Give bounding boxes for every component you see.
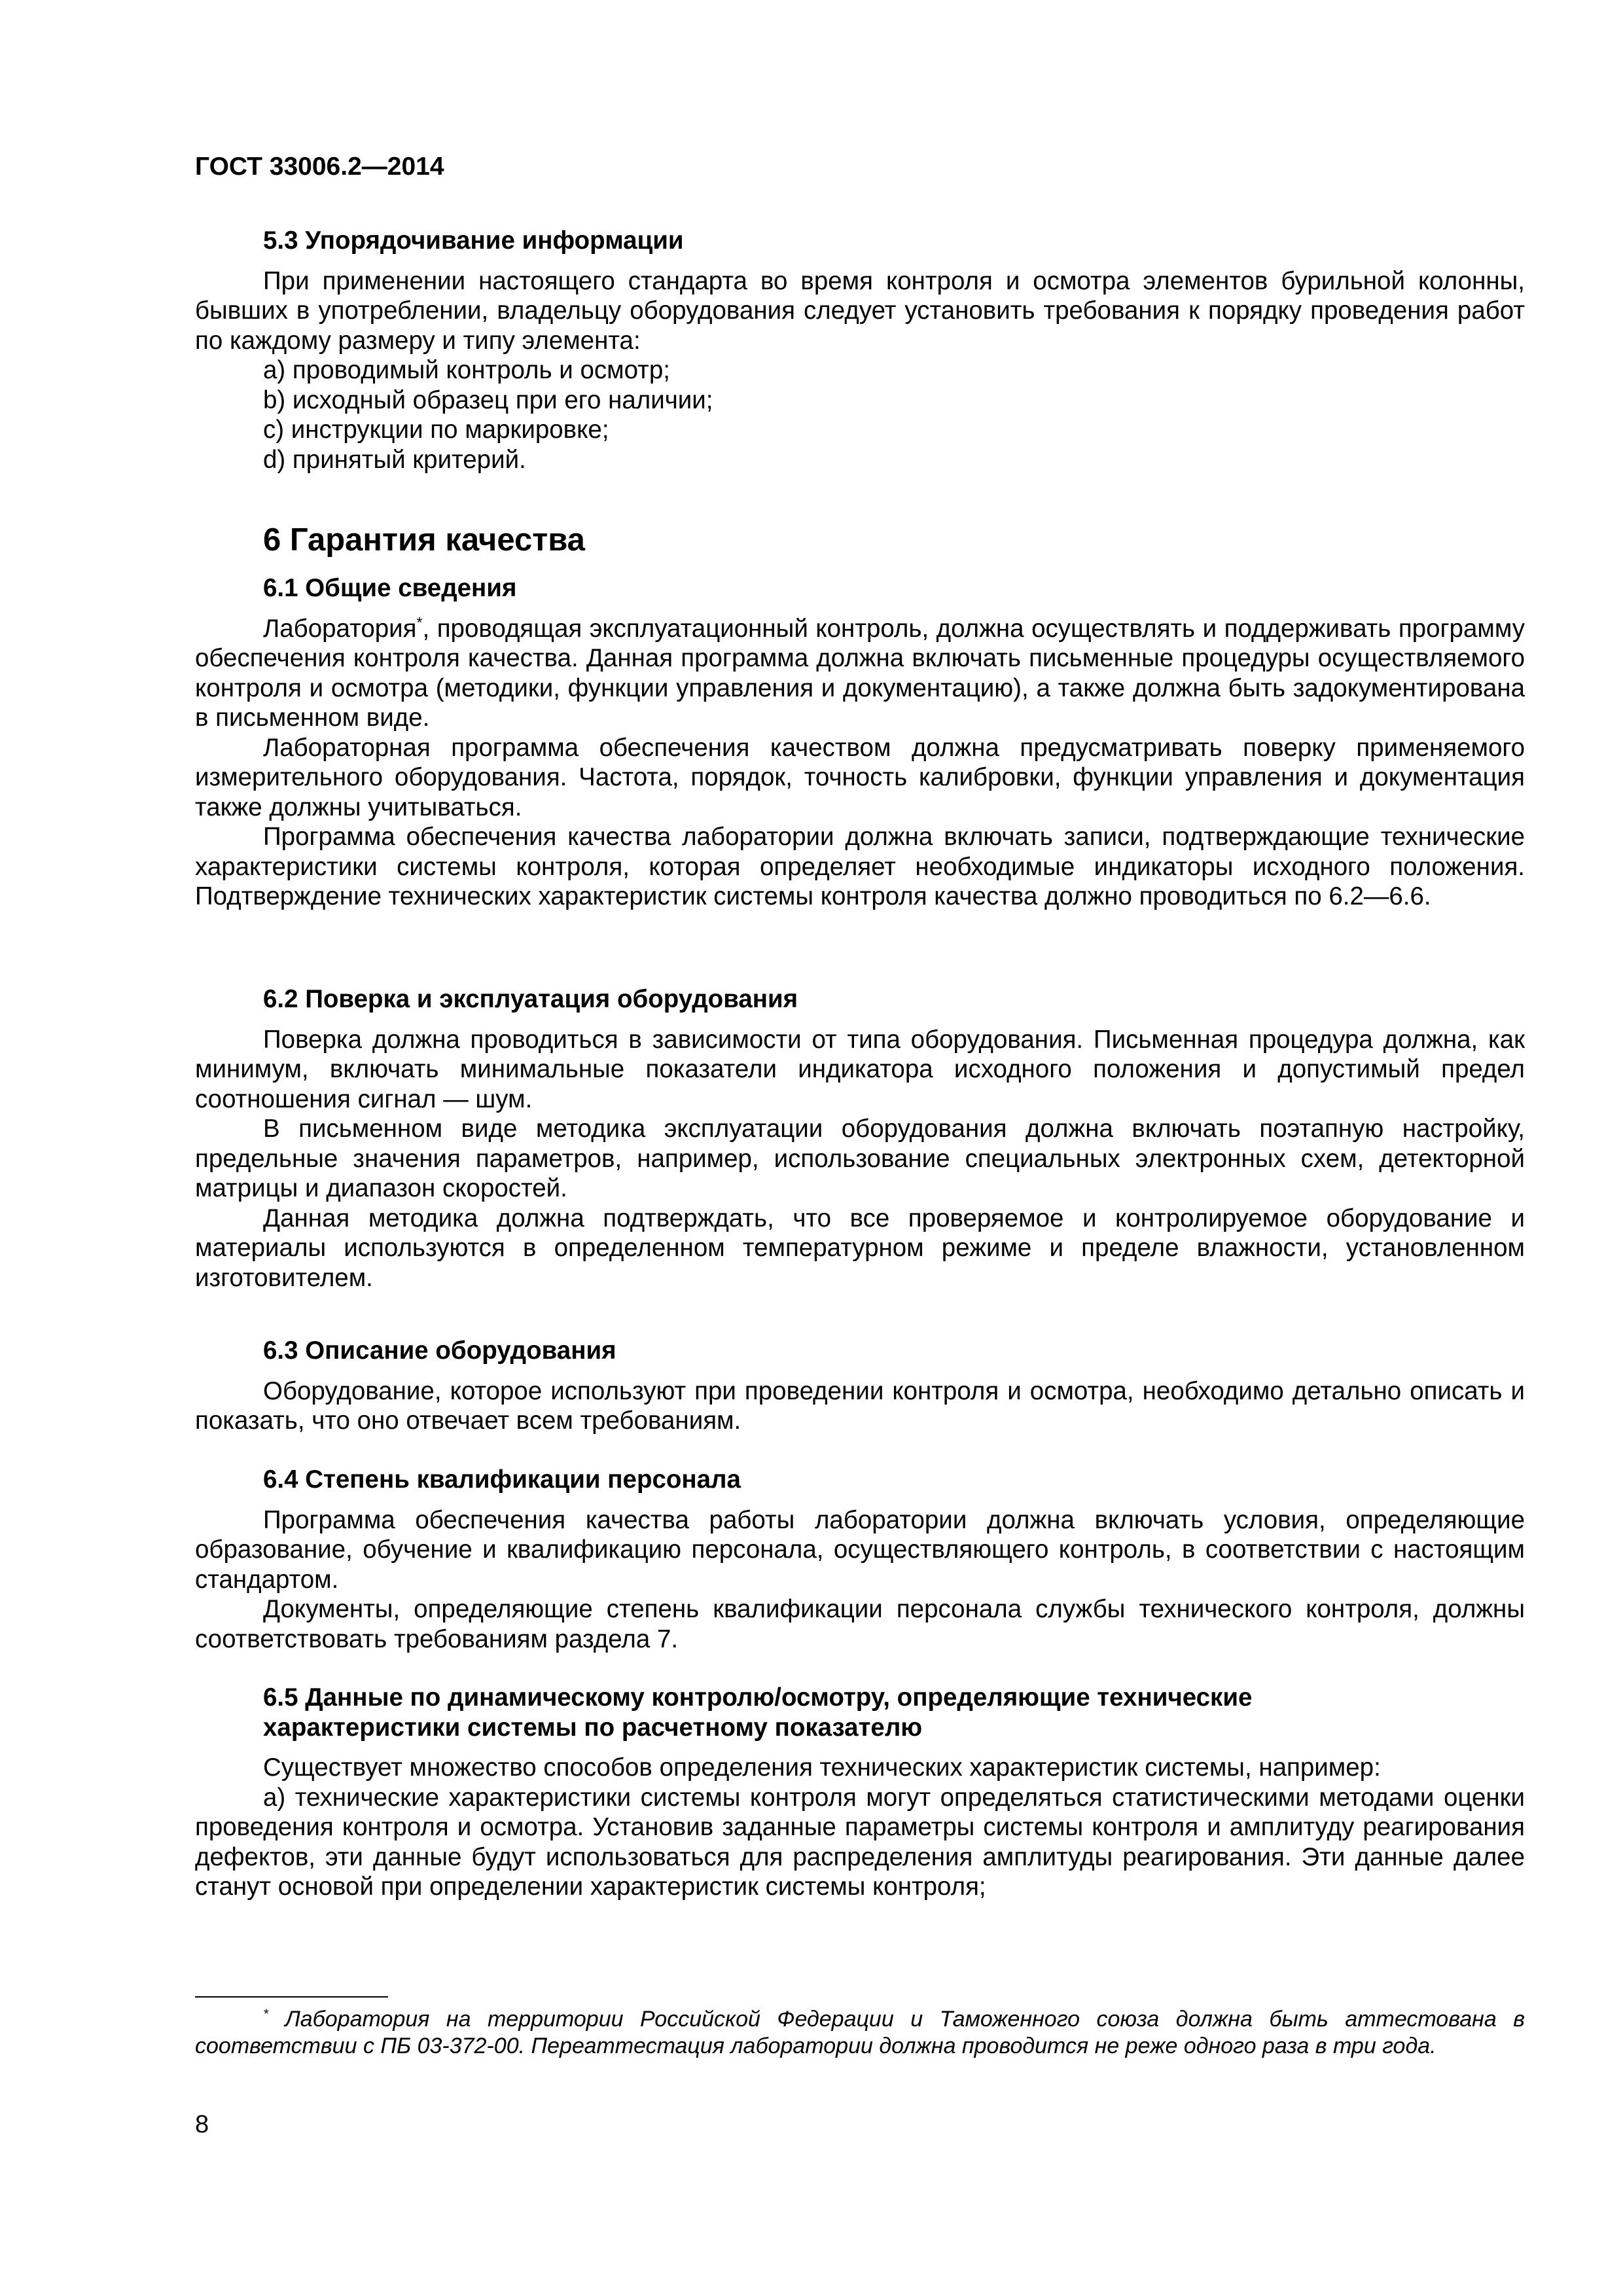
chapter-6 xyxy=(195,522,1525,558)
footnote-mark: * xyxy=(263,2007,268,2022)
paragraph: Поверка должна проводиться в зависимости от типа оборудования. Письменная процедура должна, как минимум, включать минимальные показатели индикатора исходного положения и допустимый предел соотношения сигнал — шум. xyxy=(195,1025,1525,1113)
document-code: ГОСТ 33006.2—2014 xyxy=(195,152,444,181)
section-heading-line-2: характеристики системы по расчетному показателю xyxy=(263,1713,923,1742)
page-number: 8 xyxy=(195,2111,209,2138)
paragraph: При применении настоящего стандарта во время контроля и осмотра элементов бурильной колонны, бывших в употреблении, владельцу оборудования следует установить требования к порядку проведения работ по каждому размеру и типу элемента: xyxy=(195,266,1525,355)
section-6-4 xyxy=(195,1465,1525,1654)
list-item: c) инструкции по маркировке; xyxy=(263,416,609,444)
section-heading: 6.3 Описание оборудования xyxy=(263,1336,616,1365)
paragraph: Данная методика должна подтверждать, что все проверяемое и контролируемое оборудование и материалы используются в определенном температурном режиме и пределе влажности, установленном изготовителем. xyxy=(195,1204,1525,1292)
paragraph: Существует множество способов определения технических характеристик системы, например: xyxy=(263,1753,1381,1782)
section-heading: 6.1 Общие сведения xyxy=(263,574,517,602)
footnote-text: Лаборатория на территории Российской Федерации и Таможенного союза должна быть аттестована в соответствии с ПБ 03-372-00. Переаттестация лаборатории должна проводится не реже одного раза в три года. xyxy=(195,2007,1525,2058)
section-6-1 xyxy=(195,573,1525,912)
paragraph: Документы, определяющие степень квалификации персонала службы технического контроля, должны соответствовать требованиям раздела 7. xyxy=(195,1595,1525,1653)
section-6-3 xyxy=(195,1336,1525,1436)
list-item: a) проводимый контроль и осмотр; xyxy=(263,356,670,384)
paragraph: Оборудование, которое используют при проведении контроля и осмотра, необходимо детально описать и показать, что оно отвечает всем требованиям. xyxy=(195,1376,1525,1435)
paragraph: В письменном виде методика эксплуатации оборудования должна включать поэтапную настройку, предельные значения параметров, например, использование специальных электронных схем, детекторной матрицы и диапазон скоростей. xyxy=(195,1115,1525,1202)
section-heading: 6.4 Степень квалификации персонала xyxy=(263,1465,741,1494)
paragraph-rest: , проводящая эксплуатационный контроль, должна осуществлять и поддерживать программу обеспечения контроля качества. Данная программа должна включать письменные процедуры осуществляемого контроля и осмотра (методики, функции управления и документацию), а также должна быть задокументирована в письменном виде. xyxy=(195,614,1525,732)
section-6-5 xyxy=(195,1683,1525,1902)
paragraph: a) технические характеристики системы контроля могут определяться статистическими методами оценки проведения контроля и осмотра. Установив заданные параметры системы контроля и амплитуду реагирования дефектов, эти данные будут использоваться для распределения амплитуды реагирования. Эти данные далее станут основой при определении характеристик системы контроля; xyxy=(195,1783,1525,1901)
footnote-divider xyxy=(195,1996,388,1998)
paragraph: Лабораторная программа обеспечения качеством должна предусматривать поверку применяемого измерительного оборудования. Частота, порядок, точность калибровки, функции управления и документация также должны учитываться. xyxy=(195,733,1525,821)
paragraph-lead: Лаборатория xyxy=(263,614,417,643)
section-heading: 5.3 Упорядочивание информации xyxy=(263,226,684,255)
section-6-2 xyxy=(195,984,1525,1293)
chapter-heading: 6 Гарантия качества xyxy=(263,522,585,558)
footnote xyxy=(195,2006,1525,2060)
footnote-reference: * xyxy=(416,613,423,631)
section-5-3 xyxy=(195,226,1525,475)
paragraph: Программа обеспечения качества лаборатории должна включать записи, подтверждающие технические характеристики системы контроля, которая определяет необходимые индикаторы исходного положения. Подтверждение технических характеристик системы контроля качества должно проводиться по 6.2—6.6. xyxy=(195,823,1525,910)
list-item: d) принятый критерий. xyxy=(263,445,526,474)
paragraph: Программа обеспечения качества работы лаборатории должна включать условия, определяющие образование, обучение и квалификацию персонала, осуществляющего контроль, в соответствии с настоящим стандартом. xyxy=(195,1505,1525,1594)
section-heading: 6.2 Поверка и эксплуатация оборудования xyxy=(263,985,798,1013)
list-item: b) исходный образец при его наличии; xyxy=(263,386,713,414)
paragraph xyxy=(195,614,1525,733)
section-heading-line-1: 6.5 Данные по динамическому контролю/осмотру, определяющие технические xyxy=(263,1683,1253,1712)
